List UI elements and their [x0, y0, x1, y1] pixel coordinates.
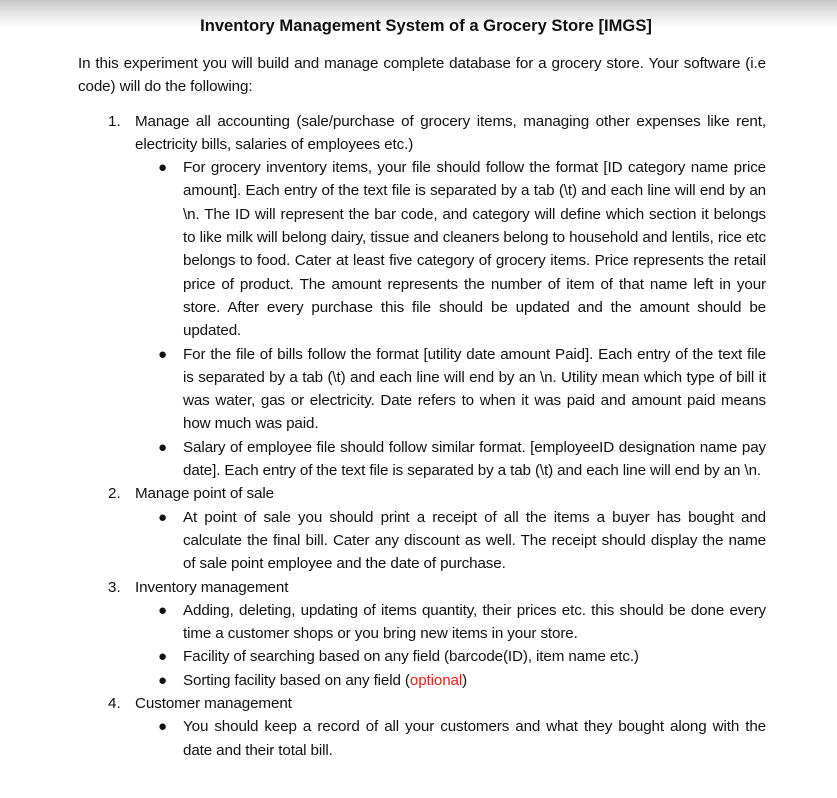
requirement-accounting	[78, 110, 766, 483]
requirements-list	[78, 110, 766, 762]
sub-list	[135, 599, 766, 692]
bullet-icon: ●	[158, 438, 167, 456]
list-item: ● Adding, deleting, updating of items quantity, their prices etc. this should be done every time a customer shops or you bring new items in your store.	[135, 599, 766, 646]
document-title: Inventory Management System of a Grocery Store [IMGS]	[200, 16, 652, 35]
list-item: ● Sorting facility based on any field (optional)	[135, 669, 766, 692]
document-page	[78, 14, 766, 762]
list-item: ● At point of sale you should print a receipt of all the items a buyer has bought and calculate the final bill. Cater any discount as well. The receipt should display the name of sale point employee and the date of purchase.	[135, 506, 766, 576]
bullet-icon: ●	[158, 648, 167, 666]
list-number: 3.	[108, 578, 121, 596]
bullet-icon: ●	[158, 345, 167, 363]
sub-list	[135, 156, 766, 482]
bullet-icon: ●	[158, 671, 167, 689]
requirement-customer	[78, 692, 766, 762]
bullet-icon: ●	[158, 601, 167, 619]
list-item: ● For grocery inventory items, your file should follow the format [ID category name price amount]. Each entry of the text file is separated by a tab (\t) and each line will end by an \n. The ID will represent the bar code, and category will define which section it belongs to like milk will belong dairy, tissue and cleaners belong to household and lentils, rice etc belongs to food. Cater at least five category of grocery items. Price represents the retail price of product. The amount represents the number of item of that name left in your store. After every purchase this file should be updated and the amount should be updated.	[135, 156, 766, 342]
bullet-icon: ●	[158, 159, 167, 177]
list-item: ● Salary of employee file should follow similar format. [employeeID designation name pay date]. Each entry of the text file is separated by a tab (\t) and each line will end by an \n.	[135, 436, 766, 483]
requirement-title: Manage point of sale	[135, 485, 275, 503]
list-item: ● For the file of bills follow the format [utility date amount Paid]. Each entry of the text file is separated by a tab (\t) and each line will end by an \n. Utility mean which type of bill it was water, gas or electricity. Date refers to when it was paid and amount paid means how much was paid.	[135, 343, 766, 436]
requirement-point-of-sale	[78, 482, 766, 575]
bullet-icon: ●	[158, 718, 167, 736]
sub-list	[135, 715, 766, 762]
intro-paragraph: In this experiment you will build and manage complete database for a grocery store. Your software (i.e code) will do the following:	[78, 55, 766, 96]
sub-list	[135, 506, 766, 576]
bullet-icon: ●	[158, 508, 167, 526]
list-number: 1.	[108, 112, 121, 130]
requirement-title: Inventory management	[135, 578, 289, 596]
requirement-title: Manage all accounting (sale/purchase of grocery items, managing other expenses like rent, electricity bills, salaries of employees etc.)	[135, 112, 766, 153]
requirement-title: Customer management	[135, 695, 292, 713]
list-number: 4.	[108, 695, 121, 713]
optional-highlight: optional	[409, 671, 463, 689]
requirement-inventory	[78, 576, 766, 692]
list-item: ● Facility of searching based on any field (barcode(ID), item name etc.)	[135, 645, 766, 668]
list-number: 2.	[108, 485, 121, 503]
list-item: ● You should keep a record of all your customers and what they bought along with the date and their total bill.	[135, 715, 766, 762]
